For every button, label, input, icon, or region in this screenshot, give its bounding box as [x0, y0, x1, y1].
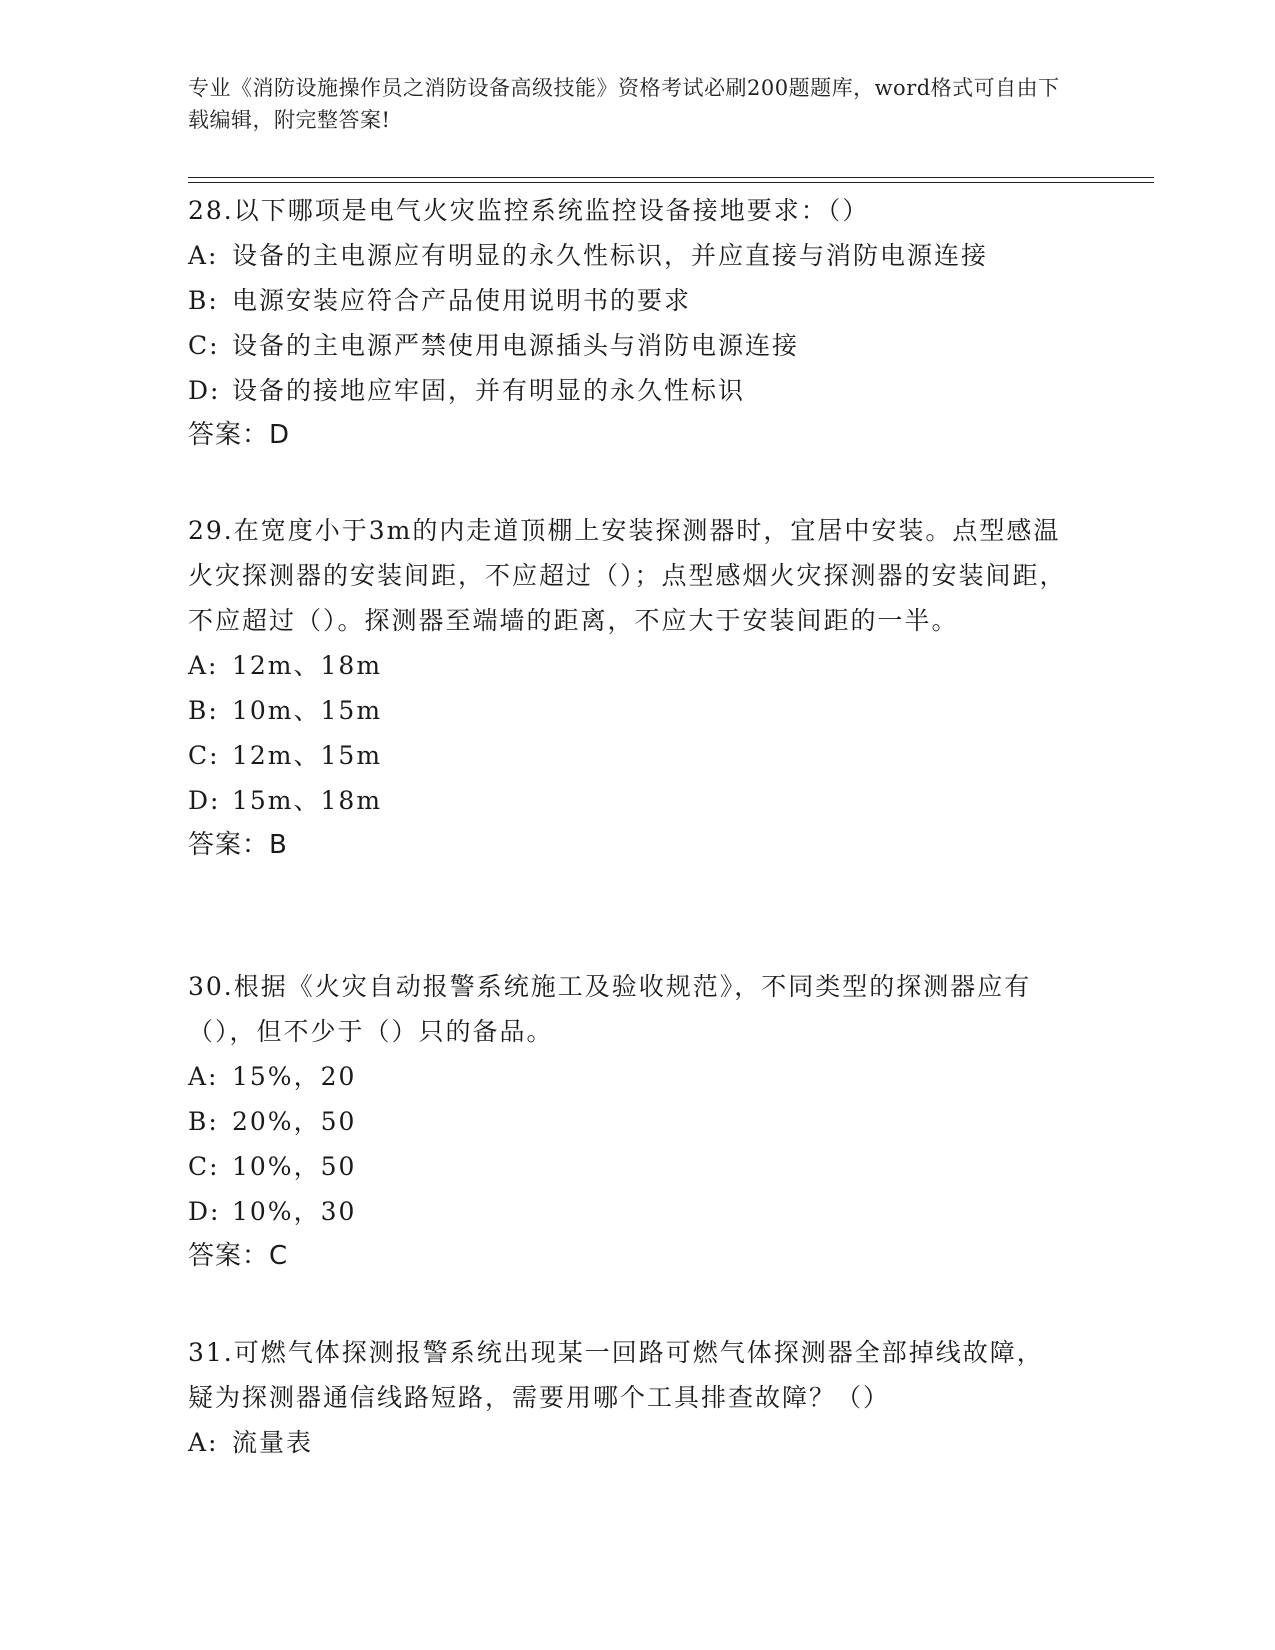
option-c [188, 733, 1068, 778]
option-key: C: [188, 331, 220, 360]
option-text: 设备的接地应牢固，并有明显的永久性标识 [232, 376, 746, 405]
option-b [188, 278, 1068, 323]
option-a [188, 643, 1068, 688]
header-divider-top [188, 177, 1154, 178]
question-stem: 30.根据《火灾自动报警系统施工及验收规范》，不同类型的探测器应有（），但不少于（）只的备品。 [188, 972, 1032, 1046]
option-text: 20%，50 [232, 1107, 357, 1136]
option-text: 设备的主电源应有明显的永久性标识，并应直接与消防电源连接 [232, 241, 989, 270]
option-key: A: [188, 1428, 219, 1457]
question-stem: 31.可燃气体探测报警系统出现某一回路可燃气体探测器全部掉线故障，疑为探测器通信线路短路，需要用哪个工具排查故障？（） [188, 1338, 1044, 1412]
option-text: 15m、18m [232, 786, 383, 815]
option-key: A: [188, 1062, 219, 1091]
option-key: A: [188, 241, 219, 270]
option-text: 10m、15m [232, 696, 383, 725]
question-stem: 29.在宽度小于3m的内走道顶棚上安装探测器时，宜居中安装。点型感温火灾探测器的安装间距，不应超过（）；点型感烟火灾探测器的安装间距，不应超过（）。探测器至端墙的距离，不应大于安装间距的一半。 [188, 516, 1067, 635]
question-30 [188, 964, 1068, 1279]
option-text: 12m、15m [232, 741, 383, 770]
question-stem: 28.以下哪项是电气火灾监控系统监控设备接地要求：（） [188, 196, 870, 225]
option-key: B: [188, 286, 219, 315]
option-text: 流量表 [232, 1428, 314, 1457]
option-key: D: [188, 1197, 221, 1226]
option-text: 电源安装应符合产品使用说明书的要求 [232, 286, 692, 315]
answer: 答案：D [188, 420, 291, 450]
answer: 答案：B [188, 830, 288, 860]
option-text: 10%，30 [232, 1197, 357, 1226]
option-c [188, 1144, 1068, 1189]
option-key: C: [188, 741, 220, 770]
option-key: C: [188, 1152, 220, 1181]
question-31 [188, 1330, 1068, 1465]
option-key: D: [188, 376, 221, 405]
option-text: 12m、18m [232, 651, 383, 680]
option-a [188, 1054, 1068, 1099]
option-a [188, 1420, 1068, 1465]
option-d [188, 368, 1068, 413]
option-key: B: [188, 1107, 219, 1136]
answer: 答案：C [188, 1241, 289, 1271]
question-29 [188, 508, 1068, 868]
option-d [188, 1189, 1068, 1234]
option-key: D: [188, 786, 221, 815]
option-c [188, 323, 1068, 368]
document-header: 专业《消防设施操作员之消防设备高级技能》资格考试必刷200题题库，word格式可自由下载编辑，附完整答案! [188, 76, 1060, 132]
option-b [188, 688, 1068, 733]
option-b [188, 1099, 1068, 1144]
option-a [188, 233, 1068, 278]
question-28 [188, 188, 1068, 458]
option-text: 10%，50 [232, 1152, 357, 1181]
option-key: A: [188, 651, 219, 680]
option-text: 设备的主电源严禁使用电源插头与消防电源连接 [232, 331, 800, 360]
option-key: B: [188, 696, 219, 725]
option-d [188, 778, 1068, 823]
option-text: 15%，20 [232, 1062, 357, 1091]
header-divider-bottom [188, 182, 1154, 183]
